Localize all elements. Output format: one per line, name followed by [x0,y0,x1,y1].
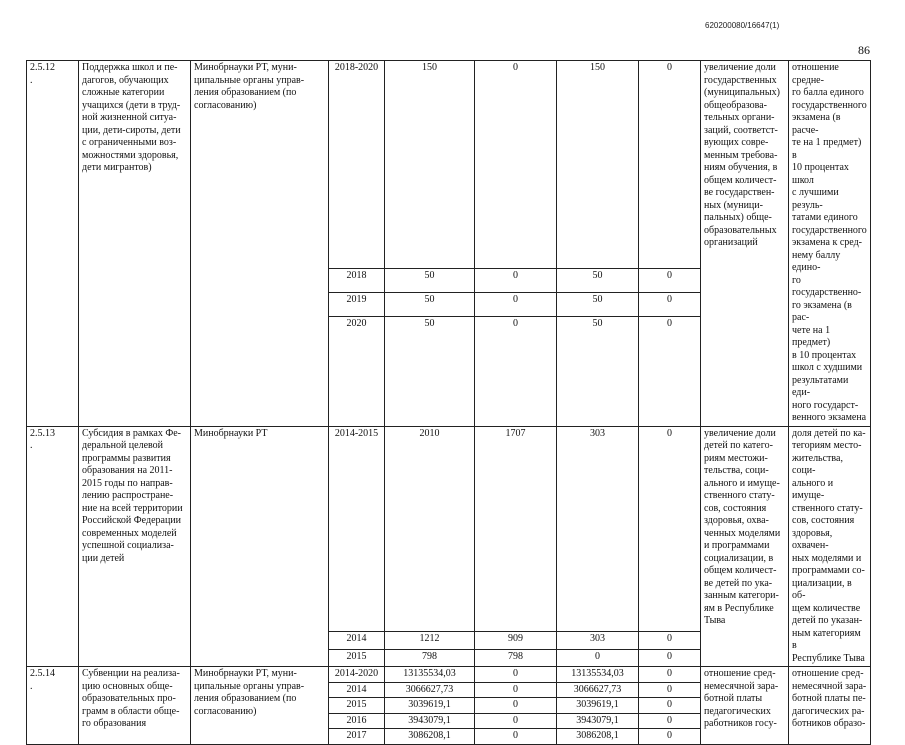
total-cell: 50 [385,268,475,292]
federal-budget-cell: 0 [475,682,557,698]
municipal-budget-cell: 0 [639,292,701,316]
municipal-budget-cell: 0 [639,61,701,269]
expected-result-cell: увеличение доли государственных (муниципальных) общеобразова- тельных органи- заций, соответст- вующих совре- менным требова- ниям обучения, в общем количест- ве государствен- ных (муници- пальных) обще- образовательных организаций [701,61,789,427]
republic-budget-cell: 50 [557,268,639,292]
target-indicator-cell: доля детей по ка- тегориям место- жительства, соци- ального и имуще- ственного стату- сов, состояния здоровья, охвачен- ных моделями и программами со- циализации, в об- щем количестве детей по указан- ным категориям в Республике Тыва [789,426,871,667]
municipal-budget-cell: 0 [639,713,701,729]
federal-budget-cell: 0 [475,667,557,683]
total-cell: 3039619,1 [385,698,475,714]
federal-budget-cell: 798 [475,649,557,666]
page-number: 86 [858,43,870,57]
activity-executor: Минобрнауки РТ [191,426,329,667]
federal-budget-cell: 0 [475,268,557,292]
federal-budget-cell: 1707 [475,426,557,632]
republic-budget-cell: 3086208,1 [557,729,639,745]
expected-result-cell: отношение сред- немесячной зара- ботной платы педагогических работников госу- [701,667,789,745]
federal-budget-cell: 0 [475,61,557,269]
total-cell: 2010 [385,426,475,632]
period-cell: 2020 [329,317,385,426]
document-id: 620200080/16647(1) [705,21,780,30]
municipal-budget-cell: 0 [639,667,701,683]
republic-budget-cell: 3066627,73 [557,682,639,698]
total-cell: 3066627,73 [385,682,475,698]
total-cell: 50 [385,317,475,426]
municipal-budget-cell: 0 [639,268,701,292]
activity-name: Субвенции на реализа- цию основных обще- образовательных про- грамм в области обще- го образования [79,667,191,745]
table-row [27,667,871,683]
federal-budget-cell: 0 [475,729,557,745]
municipal-budget-cell: 0 [639,729,701,745]
activity-executor: Минобрнауки РТ, муни- ципальные органы управ- ления образованием (по согласованию) [191,61,329,427]
republic-budget-cell: 303 [557,632,639,649]
program-activities-table [26,60,871,745]
activity-name: Поддержка школ и пе- дагогов, обучающих сложные категории учащихся (дети в труд- ной жизненной ситуа- ции, дети-сироты, дети с ограниченными воз- можностями здоровья, дети мигрантов) [79,61,191,427]
republic-budget-cell: 3039619,1 [557,698,639,714]
table-row [27,426,871,632]
activity-name: Субсидия в рамках Фе- деральной целевой программы развития образования на 2011- 2015 годы по направ- лению распростране- ние на всей территории Российской Федерации современных моделей успешной социализа- ции детей [79,426,191,667]
municipal-budget-cell: 0 [639,649,701,666]
period-cell: 2015 [329,698,385,714]
total-cell: 1212 [385,632,475,649]
republic-budget-cell: 0 [557,649,639,666]
republic-budget-cell: 303 [557,426,639,632]
municipal-budget-cell: 0 [639,698,701,714]
municipal-budget-cell: 0 [639,632,701,649]
federal-budget-cell: 0 [475,317,557,426]
activity-code: 2.5.14 . [27,667,79,745]
total-cell: 3943079,1 [385,713,475,729]
republic-budget-cell: 3943079,1 [557,713,639,729]
federal-budget-cell: 0 [475,292,557,316]
republic-budget-cell: 50 [557,317,639,426]
activity-executor: Минобрнауки РТ, муни- ципальные органы управ- ления образованием (по согласованию) [191,667,329,745]
period-cell: 2014 [329,682,385,698]
federal-budget-cell: 0 [475,713,557,729]
period-cell: 2014-2015 [329,426,385,632]
target-indicator-cell: отношение сред- немесячной зара- ботной платы пе- дагогических ра- ботников образо- [789,667,871,745]
target-indicator-cell: отношение средне- го балла единого государственного экзамена (в расче- те на 1 предмет) в 10 процентах школ с лучшими резуль- татами единого государственного экзамена к сред- нему баллу едино- го государственно- го экзамена (в рас- чете на 1 предмет) в 10 процентах школ с худшими результатами еди- ного государст- венного экзамена [789,61,871,427]
republic-budget-cell: 150 [557,61,639,269]
municipal-budget-cell: 0 [639,682,701,698]
federal-budget-cell: 0 [475,698,557,714]
total-cell: 798 [385,649,475,666]
activity-code: 2.5.13 . [27,426,79,667]
federal-budget-cell: 909 [475,632,557,649]
total-cell: 13135534,03 [385,667,475,683]
period-cell: 2015 [329,649,385,666]
total-cell: 150 [385,61,475,269]
period-cell: 2014-2020 [329,667,385,683]
period-cell: 2016 [329,713,385,729]
republic-budget-cell: 50 [557,292,639,316]
period-cell: 2018-2020 [329,61,385,269]
period-cell: 2014 [329,632,385,649]
total-cell: 50 [385,292,475,316]
municipal-budget-cell: 0 [639,426,701,632]
municipal-budget-cell: 0 [639,317,701,426]
activity-code: 2.5.12 . [27,61,79,427]
table-row [27,61,871,269]
period-cell: 2019 [329,292,385,316]
period-cell: 2018 [329,268,385,292]
period-cell: 2017 [329,729,385,745]
total-cell: 3086208,1 [385,729,475,745]
republic-budget-cell: 13135534,03 [557,667,639,683]
expected-result-cell: увеличение доли детей по катего- риям местожи- тельства, соци- ального и имуще- ственного стату- сов, состояния здоровья, охва- ченных моделями и программами социализации, в общем количест- ве детей по ука- занным категори- ям в Республике Тыва [701,426,789,667]
